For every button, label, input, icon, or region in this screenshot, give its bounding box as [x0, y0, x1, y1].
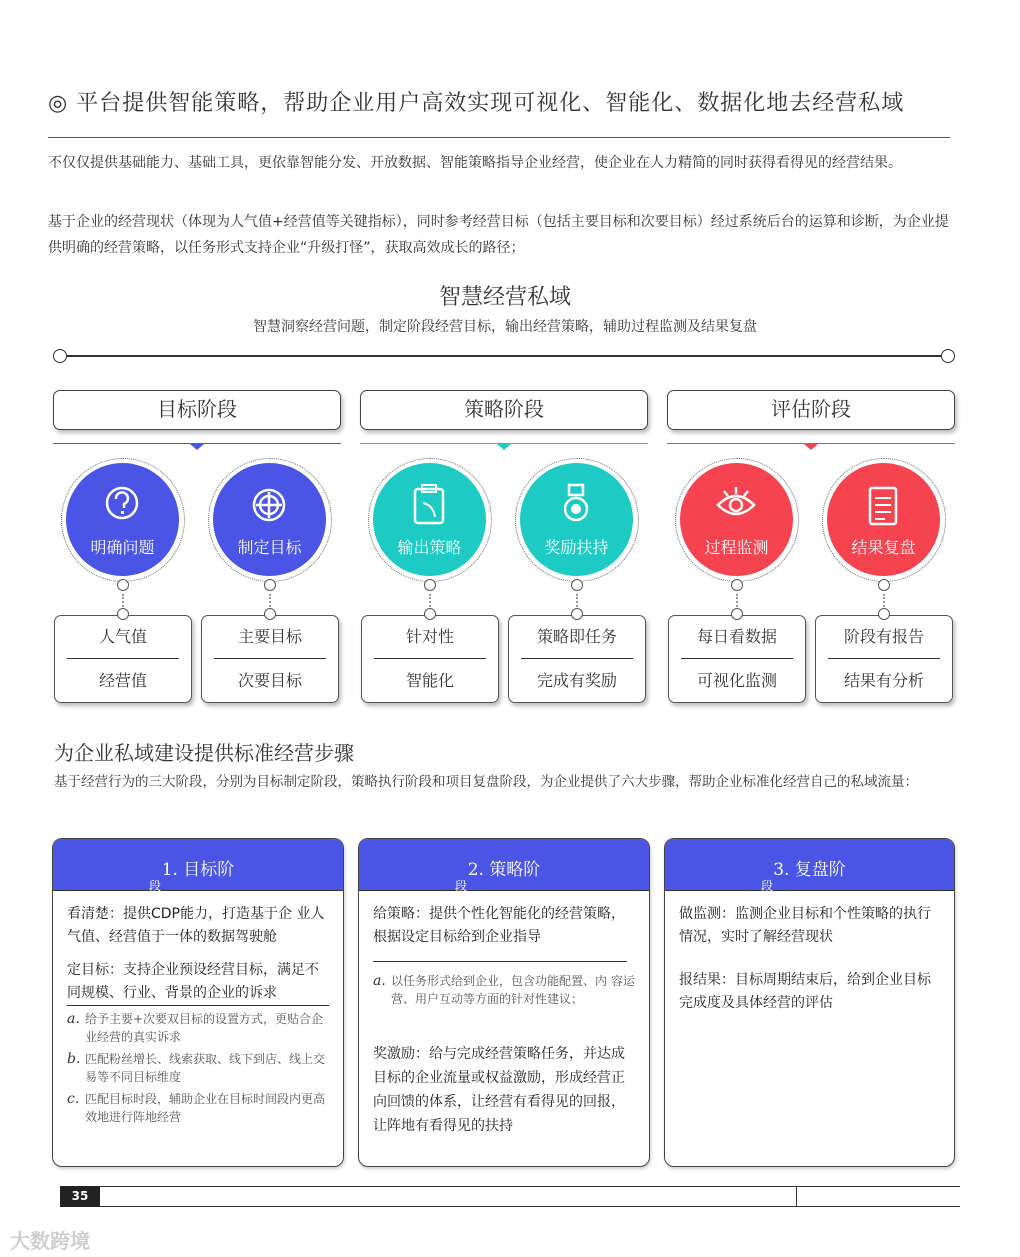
section2-title: 为企业私域建设提供标准经营步骤 [54, 741, 354, 765]
step-label: 明确问题 [90, 538, 155, 557]
step-metrics-box [668, 615, 806, 703]
section2-desc: 基于经营行为的三大阶段，分别为目标制定阶段，策略执行阶段和项目复盘阶段，为企业提供了六大步骤，帮助企业标准化经营自己的私域流量： [54, 774, 918, 790]
connector-knob [264, 579, 276, 591]
tactics-clipboard-icon [409, 483, 449, 527]
metric-top: 针对性 [405, 627, 454, 646]
list-item: 匹配目标时段，辅助企业在目标时间段内更高效地进行阵地经营 [85, 1092, 326, 1124]
metric-top: 人气值 [98, 627, 147, 646]
step-metrics-box [201, 615, 339, 703]
stage-strategy: 策略阶段 [360, 390, 648, 430]
intro-paragraph-2: 基于企业的经营现状（体现为人气值+经营值等关键指标），同时参考经营目标（包括主要目标和次要目标）经过系统后台的运算和诊断，为企业提供明确的经营策略，以任务形式支持企业“升级打怪”，获取高效成长的路径； [48, 214, 949, 256]
metric-divider [214, 658, 326, 659]
connector-knob [424, 579, 436, 591]
card-title: 2. 策略阶 [467, 860, 541, 880]
connector-knob [878, 579, 890, 591]
watermark: 大数跨境 [10, 1229, 90, 1253]
diagram-subtitle: 智慧洞察经营问题，制定阶段经营目标，输出经营策略，辅助过程监测及结果复盘 [253, 319, 757, 335]
step-metrics-box [508, 615, 646, 703]
step-label: 制定目标 [237, 538, 302, 557]
card-paragraph: 报结果：目标周期结束后，给到企业目标完成度及具体经营的评估 [679, 972, 931, 1011]
step-circle [208, 458, 332, 582]
step-metrics-box [361, 615, 499, 703]
step-label: 结果复盘 [851, 538, 916, 557]
page-heading: ◎ 平台提供智能策略，帮助企业用户高效实现可视化、智能化、数据化地去经营私域 [48, 91, 905, 116]
metric-bottom: 智能化 [405, 671, 454, 690]
step-circle [675, 458, 799, 582]
connector-knob [731, 579, 743, 591]
step-card-strategy [358, 838, 650, 1167]
timeline-end-dot [941, 349, 955, 363]
connector-knob [424, 608, 436, 620]
metric-bottom: 经营值 [98, 671, 147, 690]
card-paragraph: 做监测：监测企业目标和个性策略的执行情况，实时了解经营现状 [679, 906, 931, 945]
metric-bottom: 结果有分析 [843, 671, 924, 690]
list-marker: a. [67, 1011, 80, 1027]
report-icon [863, 483, 903, 527]
connector-knob [731, 608, 743, 620]
connector-knob [264, 608, 276, 620]
connector-knob [117, 608, 129, 620]
card-paragraph: 定目标：支持企业预设经营目标，满足不同规模、行业、背景的企业的诉求 [67, 959, 329, 1006]
metric-top: 策略即任务 [536, 627, 617, 646]
connector-knob [571, 579, 583, 591]
step-card-review [664, 838, 955, 1167]
list-item: 给予主要+次要双目标的设置方式，更贴合企业经营的真实诉求 [85, 1012, 324, 1044]
eye-icon [716, 483, 756, 527]
step-label: 输出策略 [397, 538, 462, 557]
step-label: 奖励扶持 [544, 538, 609, 557]
metric-divider [681, 658, 793, 659]
page-number: 35 [60, 1186, 100, 1207]
diagram-title: 智慧经营私域 [438, 285, 571, 310]
timeline-start-dot [53, 349, 67, 363]
step-circle [368, 458, 492, 582]
medal-icon [556, 483, 596, 527]
metric-bottom: 完成有奖励 [536, 671, 617, 690]
footer-bar [60, 1186, 960, 1207]
card-title: 1. 目标阶 [161, 860, 235, 880]
list-item: 以任务形式给到企业，包含功能配置、内 容运营、用户互动等方面的针对性建议； [391, 974, 635, 1006]
question-bubble-icon [102, 483, 142, 527]
step-circle [822, 458, 946, 582]
step-metrics-box [54, 615, 192, 703]
card-title-overflow: 段 [455, 879, 468, 893]
stage-pointer [190, 444, 204, 450]
card-paragraph: 给策略：提供个性化智能化的经营策略，根据设定目标给到企业指导 [373, 903, 627, 962]
list-marker: b. [67, 1051, 81, 1067]
metric-top: 阶段有报告 [843, 627, 924, 646]
metric-divider [521, 658, 633, 659]
step-card-goal [52, 838, 344, 1167]
target-icon [249, 483, 289, 527]
metric-divider [374, 658, 486, 659]
stage-pointer [804, 444, 818, 450]
step-circle [515, 458, 639, 582]
step-metrics-box [815, 615, 953, 703]
step-label: 过程监测 [704, 538, 769, 557]
card-paragraph: 奖激励：给与完成经营策略任务，并达成目标的企业流量或权益激励，形成经营正向回馈的体系，让经营有看得见的回报，让阵地有看得见的扶持 [373, 1046, 625, 1134]
stage-pointer [497, 444, 511, 450]
connector-knob [117, 579, 129, 591]
list-marker: c. [67, 1091, 80, 1107]
stage-goal: 目标阶段 [53, 390, 341, 430]
list-item: 匹配粉丝增长、线索获取、线下到店、线上交易等不同目标维度 [85, 1052, 326, 1084]
stage-evaluation: 评估阶段 [667, 390, 955, 430]
step-circle [61, 458, 185, 582]
card-title-overflow: 段 [761, 879, 774, 893]
metric-bottom: 次要目标 [237, 671, 302, 690]
connector-knob [571, 608, 583, 620]
card-title: 3. 复盘阶 [773, 860, 846, 880]
metric-divider [828, 658, 940, 659]
metric-top: 主要目标 [237, 627, 302, 646]
card-paragraph: 看清楚：提供CDP能力，打造基于企 业人气值、经营值于一体的数据驾驶舱 [67, 906, 325, 945]
list-marker: a. [373, 973, 386, 989]
intro-paragraph-1: 不仅仅提供基础能力、基础工具，更依靠智能分发、开放数据、智能策略指导企业经营，使企业在人力精简的同时获得看得见的经营结果。 [48, 155, 902, 171]
metric-divider [67, 658, 179, 659]
connector-knob [878, 608, 890, 620]
card-title-overflow: 段 [149, 879, 162, 893]
timeline-line [62, 355, 948, 357]
metric-top: 每日看数据 [696, 627, 777, 646]
metric-bottom: 可视化监测 [696, 671, 777, 690]
divider [48, 137, 950, 138]
